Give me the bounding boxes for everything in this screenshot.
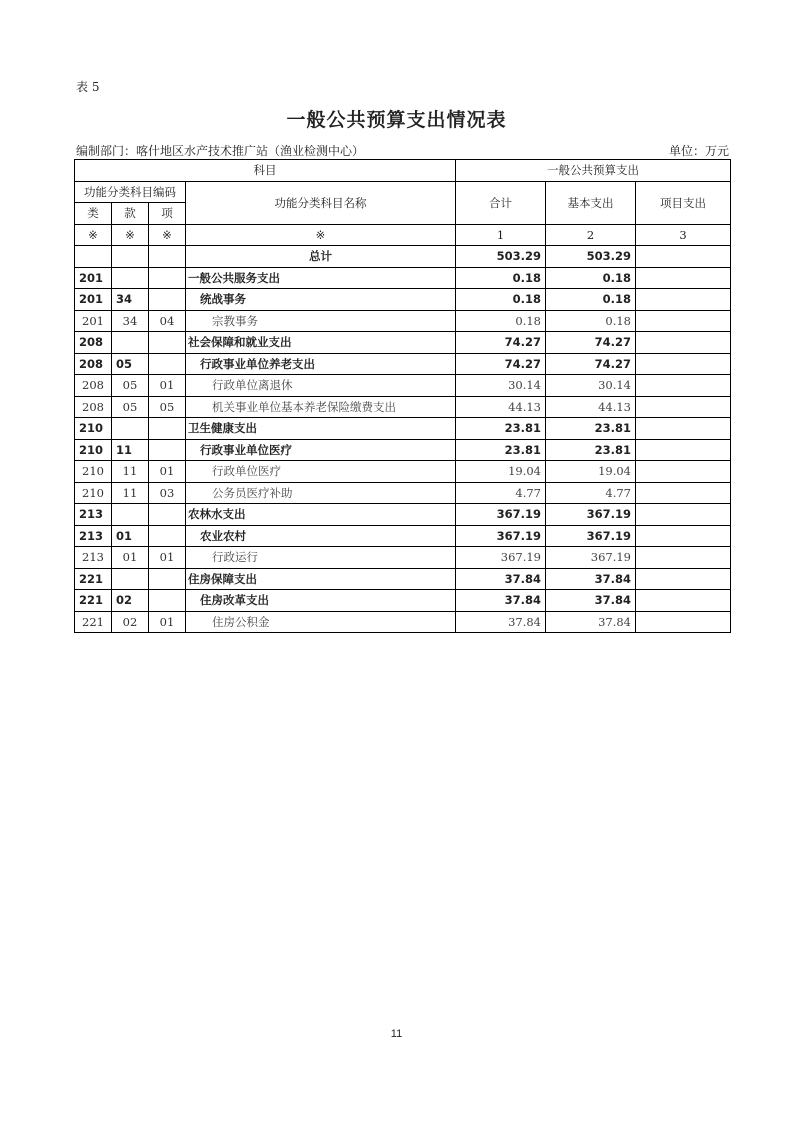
cell-project — [636, 396, 731, 418]
table-body — [75, 246, 731, 633]
cell-project — [636, 461, 731, 483]
header-lei: 类 — [75, 203, 112, 225]
cell-kuan: 01 — [112, 525, 149, 547]
cell-name: 住房公积金 — [186, 611, 456, 633]
mark-name: ※ — [186, 224, 456, 246]
page-title: 一般公共预算支出情况表 — [286, 109, 507, 131]
cell-basic: 44.13 — [546, 396, 636, 418]
cell-project — [636, 611, 731, 633]
cell-lei: 201 — [75, 310, 112, 332]
cell-total: 30.14 — [456, 375, 546, 397]
cell-lei: 201 — [75, 267, 112, 289]
header-total: 合计 — [456, 181, 546, 224]
cell-name: 农林水支出 — [186, 504, 456, 526]
cell-name: 统战事务 — [186, 289, 456, 311]
table-row — [75, 310, 731, 332]
cell-total: 0.18 — [456, 289, 546, 311]
cell-xiang — [149, 332, 186, 354]
cell-project — [636, 418, 731, 440]
cell-total: 0.18 — [456, 267, 546, 289]
cell-total: 74.27 — [456, 332, 546, 354]
cell-kuan — [112, 267, 149, 289]
mark-lei: ※ — [75, 224, 112, 246]
cell-project — [636, 246, 731, 268]
cell-basic: 0.18 — [546, 267, 636, 289]
cell-lei: 210 — [75, 418, 112, 440]
col-index-3: 3 — [636, 224, 731, 246]
unit-label: 单位：万元 — [668, 144, 729, 158]
cell-name: 社会保障和就业支出 — [186, 332, 456, 354]
cell-project — [636, 267, 731, 289]
cell-kuan: 34 — [112, 310, 149, 332]
cell-lei — [75, 246, 112, 268]
cell-basic: 23.81 — [546, 439, 636, 461]
table-row — [75, 396, 731, 418]
cell-name: 住房改革支出 — [186, 590, 456, 612]
department-label: 编制部门：喀什地区水产技术推广站（渔业检测中心） — [76, 144, 365, 158]
cell-total: 19.04 — [456, 461, 546, 483]
cell-kuan — [112, 418, 149, 440]
cell-xiang — [149, 418, 186, 440]
cell-basic: 503.29 — [546, 246, 636, 268]
cell-total: 37.84 — [456, 590, 546, 612]
cell-lei: 208 — [75, 353, 112, 375]
cell-project — [636, 289, 731, 311]
cell-kuan: 02 — [112, 611, 149, 633]
cell-project — [636, 439, 731, 461]
cell-xiang: 03 — [149, 482, 186, 504]
cell-lei: 221 — [75, 590, 112, 612]
cell-total: 23.81 — [456, 439, 546, 461]
cell-name: 行政事业单位医疗 — [186, 439, 456, 461]
table-row — [75, 353, 731, 375]
cell-project — [636, 482, 731, 504]
cell-project — [636, 568, 731, 590]
cell-lei: 210 — [75, 439, 112, 461]
cell-xiang — [149, 267, 186, 289]
cell-project — [636, 353, 731, 375]
table-row — [75, 568, 731, 590]
cell-basic: 37.84 — [546, 568, 636, 590]
cell-total: 37.84 — [456, 611, 546, 633]
cell-lei: 213 — [75, 525, 112, 547]
cell-xiang — [149, 525, 186, 547]
cell-basic: 30.14 — [546, 375, 636, 397]
table-row — [75, 246, 731, 268]
cell-total: 74.27 — [456, 353, 546, 375]
cell-kuan — [112, 504, 149, 526]
cell-lei: 221 — [75, 568, 112, 590]
col-index-1: 1 — [456, 224, 546, 246]
cell-basic: 37.84 — [546, 590, 636, 612]
cell-project — [636, 375, 731, 397]
cell-basic: 74.27 — [546, 353, 636, 375]
budget-table — [74, 159, 731, 633]
cell-name: 行政运行 — [186, 547, 456, 569]
header-xiang: 项 — [149, 203, 186, 225]
header-basic: 基本支出 — [546, 181, 636, 224]
cell-kuan: 05 — [112, 353, 149, 375]
cell-lei: 208 — [75, 396, 112, 418]
header-subject: 科目 — [75, 160, 456, 182]
table-row — [75, 590, 731, 612]
cell-name: 行政单位离退休 — [186, 375, 456, 397]
cell-name: 一般公共服务支出 — [186, 267, 456, 289]
cell-total: 0.18 — [456, 310, 546, 332]
cell-basic: 4.77 — [546, 482, 636, 504]
page-number: 11 — [390, 1028, 403, 1040]
cell-lei: 201 — [75, 289, 112, 311]
cell-project — [636, 590, 731, 612]
cell-kuan: 05 — [112, 375, 149, 397]
cell-xiang: 04 — [149, 310, 186, 332]
cell-xiang — [149, 439, 186, 461]
cell-kuan: 11 — [112, 439, 149, 461]
cell-name: 行政事业单位养老支出 — [186, 353, 456, 375]
cell-total: 503.29 — [456, 246, 546, 268]
cell-project — [636, 504, 731, 526]
cell-kuan — [112, 246, 149, 268]
cell-kuan: 11 — [112, 461, 149, 483]
cell-name: 农业农村 — [186, 525, 456, 547]
table-row — [75, 482, 731, 504]
cell-name: 住房保障支出 — [186, 568, 456, 590]
cell-basic: 23.81 — [546, 418, 636, 440]
cell-total: 37.84 — [456, 568, 546, 590]
cell-basic: 19.04 — [546, 461, 636, 483]
cell-kuan: 34 — [112, 289, 149, 311]
cell-name: 总计 — [186, 246, 456, 268]
mark-xiang: ※ — [149, 224, 186, 246]
cell-xiang: 01 — [149, 547, 186, 569]
cell-basic: 0.18 — [546, 289, 636, 311]
cell-basic: 367.19 — [546, 547, 636, 569]
cell-kuan: 01 — [112, 547, 149, 569]
cell-total: 23.81 — [456, 418, 546, 440]
table-row — [75, 439, 731, 461]
cell-xiang: 05 — [149, 396, 186, 418]
table-row — [75, 504, 731, 526]
cell-xiang — [149, 568, 186, 590]
cell-total: 4.77 — [456, 482, 546, 504]
cell-lei: 221 — [75, 611, 112, 633]
cell-lei: 210 — [75, 461, 112, 483]
cell-name: 机关事业单位基本养老保险缴费支出 — [186, 396, 456, 418]
header-general-budget: 一般公共预算支出 — [456, 160, 731, 182]
table-row — [75, 418, 731, 440]
table-row — [75, 332, 731, 354]
cell-name: 公务员医疗补助 — [186, 482, 456, 504]
cell-basic: 0.18 — [546, 310, 636, 332]
cell-kuan — [112, 568, 149, 590]
cell-total: 44.13 — [456, 396, 546, 418]
cell-name: 宗教事务 — [186, 310, 456, 332]
cell-lei: 213 — [75, 547, 112, 569]
cell-lei: 213 — [75, 504, 112, 526]
table-row — [75, 267, 731, 289]
cell-xiang: 01 — [149, 375, 186, 397]
cell-lei: 208 — [75, 332, 112, 354]
cell-lei: 210 — [75, 482, 112, 504]
cell-xiang: 01 — [149, 611, 186, 633]
table-row — [75, 525, 731, 547]
cell-xiang — [149, 590, 186, 612]
cell-xiang — [149, 504, 186, 526]
cell-project — [636, 547, 731, 569]
cell-basic: 367.19 — [546, 504, 636, 526]
cell-basic: 74.27 — [546, 332, 636, 354]
cell-xiang — [149, 353, 186, 375]
table-row — [75, 375, 731, 397]
header-func-name: 功能分类科目名称 — [186, 181, 456, 224]
cell-kuan — [112, 332, 149, 354]
cell-kuan: 05 — [112, 396, 149, 418]
cell-basic: 367.19 — [546, 525, 636, 547]
cell-xiang — [149, 246, 186, 268]
table-row — [75, 547, 731, 569]
cell-kuan: 11 — [112, 482, 149, 504]
cell-xiang: 01 — [149, 461, 186, 483]
header-func-code: 功能分类科目编码 — [75, 181, 186, 203]
cell-kuan: 02 — [112, 590, 149, 612]
cell-total: 367.19 — [456, 547, 546, 569]
cell-project — [636, 525, 731, 547]
header-kuan: 款 — [112, 203, 149, 225]
cell-total: 367.19 — [456, 504, 546, 526]
cell-name: 卫生健康支出 — [186, 418, 456, 440]
col-index-2: 2 — [546, 224, 636, 246]
cell-total: 367.19 — [456, 525, 546, 547]
cell-basic: 37.84 — [546, 611, 636, 633]
cell-lei: 208 — [75, 375, 112, 397]
cell-xiang — [149, 289, 186, 311]
table-row — [75, 461, 731, 483]
cell-project — [636, 332, 731, 354]
cell-name: 行政单位医疗 — [186, 461, 456, 483]
table-number: 表 5 — [76, 80, 100, 94]
table-row — [75, 289, 731, 311]
header-project: 项目支出 — [636, 181, 731, 224]
cell-project — [636, 310, 731, 332]
mark-kuan: ※ — [112, 224, 149, 246]
table-row — [75, 611, 731, 633]
